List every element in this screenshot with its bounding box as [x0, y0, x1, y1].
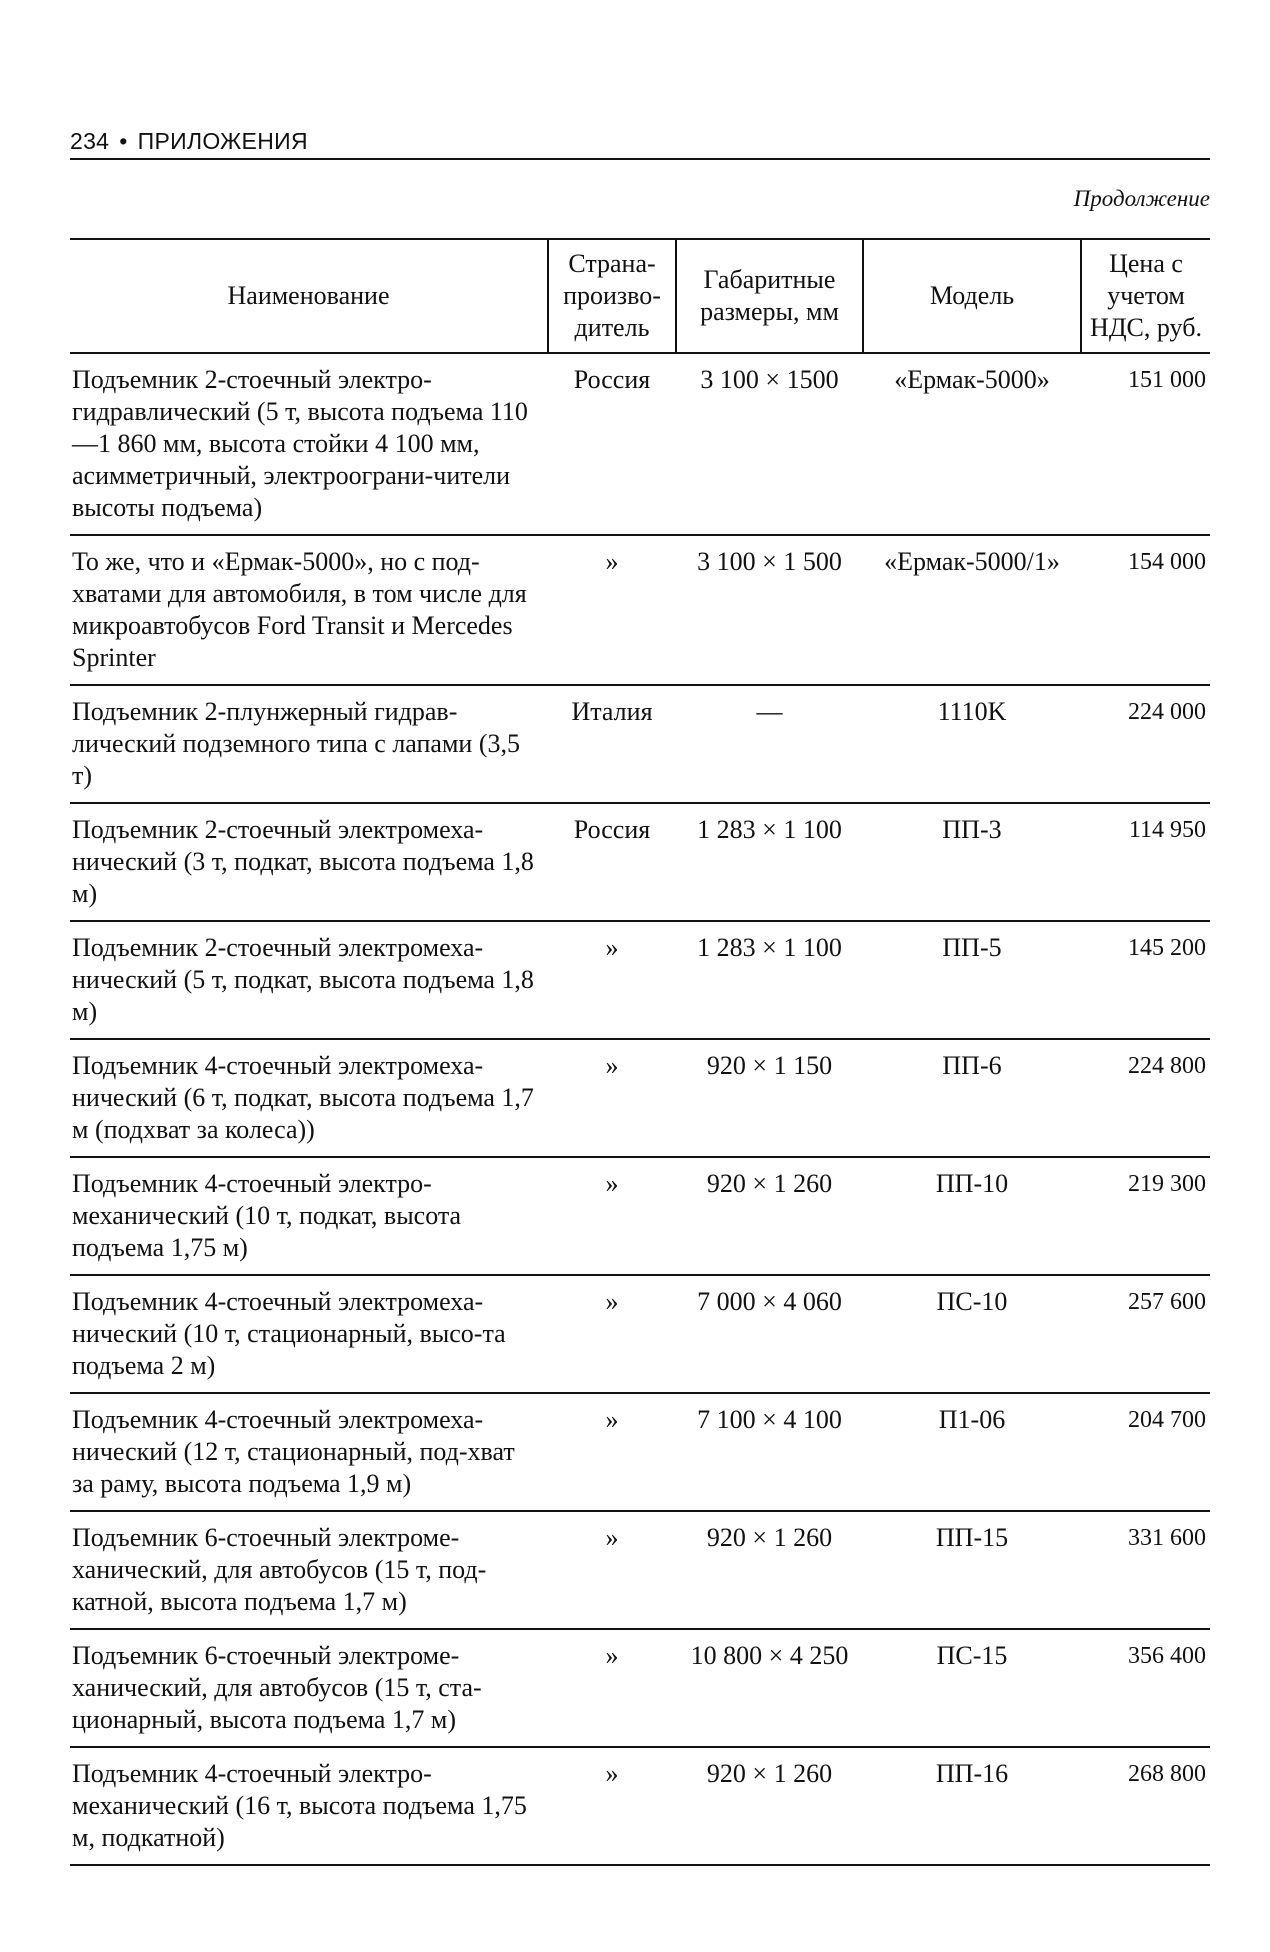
model-name: ПП-15	[935, 1523, 1009, 1552]
model-name: ПП-6	[942, 1051, 1002, 1080]
dimensions: 1 283 × 1 100	[697, 815, 842, 844]
table-row	[70, 1747, 1210, 1865]
table-row	[70, 685, 1210, 803]
item-name: Подъемник 4-стоечный электромеха-нический (12 т, стационарный, под-хват за раму, высота подъема 1,9 м)	[72, 1405, 515, 1498]
price-value: 114 950	[1128, 817, 1206, 843]
item-name: Подъемник 2-стоечный электро-гидравлический (5 т, высота подъема 110—1 860 мм, высота стойки 4 100 мм, асимметричный, электроограни-чители высоты подъема)	[72, 365, 528, 522]
dimensions: 920 × 1 260	[706, 1523, 833, 1552]
column-header-dimensions: Габаритные размеры, мм	[676, 239, 863, 353]
model-name: ПП-10	[935, 1169, 1009, 1198]
table-row	[70, 803, 1210, 921]
column-header-model: Модель	[863, 239, 1081, 353]
table-row	[70, 353, 1210, 535]
model-name: «Ермак-5000/1»	[884, 547, 1060, 576]
country-of-origin: »	[605, 1405, 619, 1434]
item-name: Подъемник 6-стоечный электроме-ханический, для автобусов (15 т, ста-ционарный, высота подъема 1,7 м)	[72, 1641, 482, 1734]
price-value: 154 000	[1128, 549, 1206, 575]
item-name: Подъемник 2-стоечный электромеха-нический (5 т, подкат, высота подъема 1,8 м)	[72, 933, 534, 1026]
country-of-origin: »	[605, 1523, 619, 1552]
price-value: 257 600	[1128, 1289, 1206, 1315]
item-name: Подъемник 4-стоечный электро-механический (10 т, подкат, высота подъема 1,75 м)	[72, 1169, 462, 1262]
table-header-row	[70, 239, 1210, 353]
dimensions: 920 × 1 260	[706, 1169, 833, 1198]
table-row	[70, 921, 1210, 1039]
dimensions: 3 100 × 1500	[700, 365, 839, 394]
lift-price-table	[70, 238, 1210, 1866]
country-of-origin: »	[605, 547, 619, 576]
country-of-origin: »	[605, 933, 619, 962]
dimensions: 920 × 1 260	[706, 1759, 833, 1788]
dimensions: 7 100 × 4 100	[697, 1405, 842, 1434]
country-of-origin: »	[605, 1287, 619, 1316]
price-value: 204 700	[1128, 1407, 1206, 1433]
model-name: П1-06	[938, 1405, 1006, 1434]
model-name: ПС-10	[936, 1287, 1008, 1316]
item-name: Подъемник 4-стоечный электро-механический (16 т, высота подъема 1,75 м, подкатной)	[72, 1759, 527, 1852]
item-name: Подъемник 4-стоечный электромеха-нический (6 т, подкат, высота подъема 1,7 м (подхват за колеса))	[72, 1051, 534, 1144]
price-value: 224 000	[1128, 699, 1206, 725]
item-name: Подъемник 2-плунжерный гидрав-лический подземного типа с лапами (3,5 т)	[72, 697, 520, 790]
model-name: ПС-15	[936, 1641, 1008, 1670]
country-of-origin: »	[605, 1051, 619, 1080]
country-of-origin: Россия	[573, 815, 651, 844]
item-name: Подъемник 6-стоечный электроме-ханический, для автобусов (15 т, под-катной, высота подъема 1,7 м)	[72, 1523, 487, 1616]
table-row	[70, 1511, 1210, 1629]
country-of-origin: Италия	[571, 697, 653, 726]
model-name: 1110K	[937, 697, 1007, 726]
dimensions: —	[756, 697, 783, 726]
table-row	[70, 1157, 1210, 1275]
price-value: 356 400	[1128, 1643, 1206, 1669]
table-body	[70, 353, 1210, 1865]
continued-label: Продолжение	[1073, 186, 1210, 211]
model-name: «Ермак-5000»	[894, 365, 1050, 394]
item-name: Подъемник 4-стоечный электромеха-нический (10 т, стационарный, высо-та подъема 2 м)	[72, 1287, 506, 1380]
column-header-price: Цена с учетом НДС, руб.	[1081, 239, 1210, 353]
price-value: 331 600	[1128, 1525, 1206, 1551]
price-value: 151 000	[1128, 367, 1206, 393]
dimensions: 920 × 1 150	[706, 1051, 833, 1080]
column-header-name: Наименование	[227, 281, 390, 310]
table-row	[70, 1039, 1210, 1157]
dimensions: 3 100 × 1 500	[697, 547, 842, 576]
table-row	[70, 1275, 1210, 1393]
section-title: ПРИЛОЖЕНИЯ	[137, 128, 308, 154]
dimensions: 10 800 × 4 250	[690, 1641, 849, 1670]
table-row	[70, 1393, 1210, 1511]
price-value: 219 300	[1128, 1171, 1206, 1197]
item-name: Подъемник 2-стоечный электромеха-нический (3 т, подкат, высота подъема 1,8 м)	[72, 815, 534, 908]
column-header-country: Страна-произво-дитель	[548, 239, 676, 353]
dimensions: 1 283 × 1 100	[697, 933, 842, 962]
model-name: ПП-3	[942, 815, 1002, 844]
country-of-origin: »	[605, 1169, 619, 1198]
running-head	[70, 128, 308, 155]
item-name: То же, что и «Ермак-5000», но с под-хватами для автомобиля, в том числе для микроавтобусов Ford Transit и Mercedes Sprinter	[72, 547, 527, 672]
table-row	[70, 1629, 1210, 1747]
price-value: 145 200	[1128, 935, 1206, 961]
header-rule	[70, 158, 1210, 160]
bullet-separator: •	[119, 128, 128, 154]
model-name: ПП-16	[935, 1759, 1009, 1788]
model-name: ПП-5	[942, 933, 1002, 962]
price-value: 268 800	[1128, 1761, 1206, 1787]
country-of-origin: Россия	[573, 365, 651, 394]
country-of-origin: »	[605, 1641, 619, 1670]
price-value: 224 800	[1128, 1053, 1206, 1079]
dimensions: 7 000 × 4 060	[697, 1287, 842, 1316]
page-number: 234	[70, 128, 110, 154]
country-of-origin: »	[605, 1759, 619, 1788]
table-row	[70, 535, 1210, 685]
